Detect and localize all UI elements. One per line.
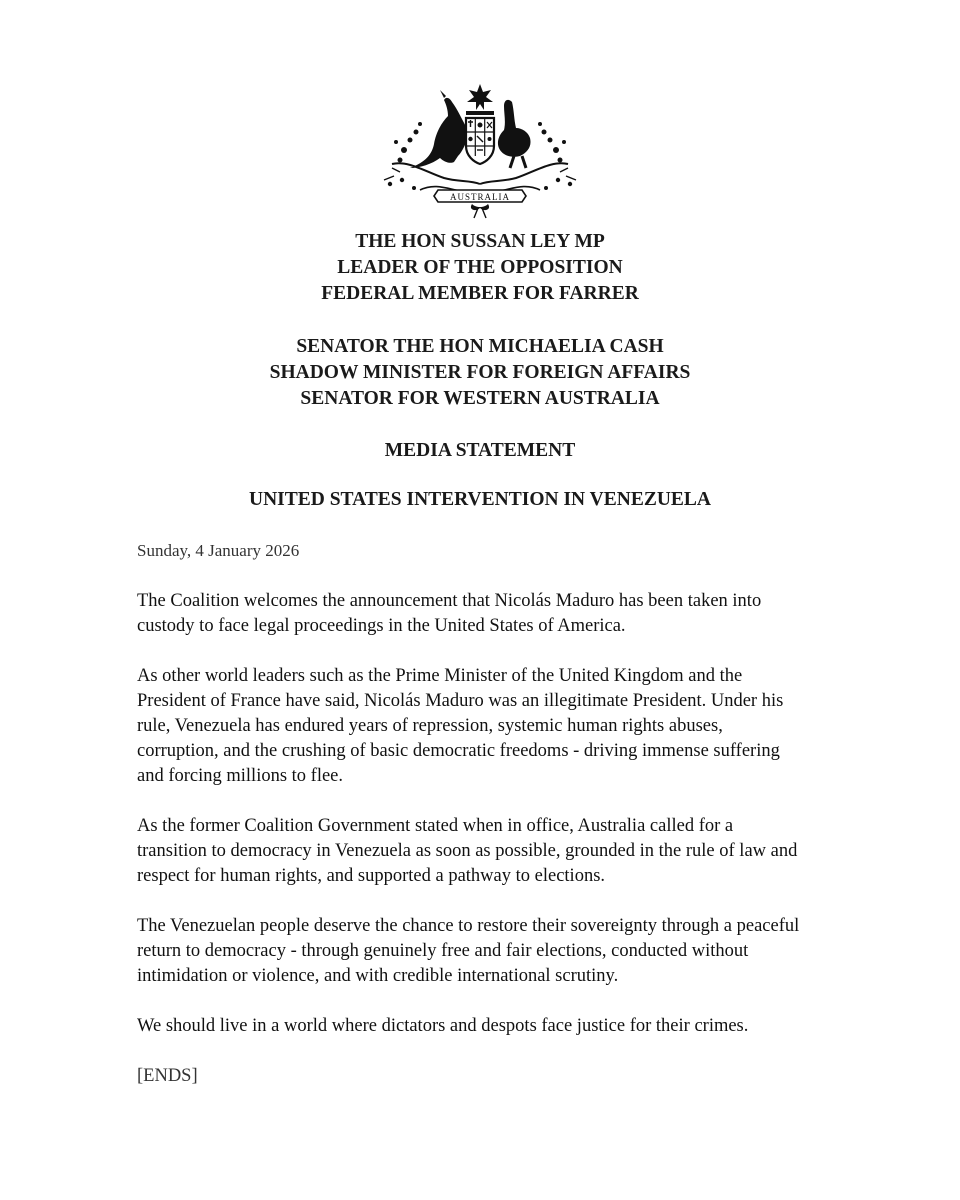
paragraph-line: intimidation or violence, and with credible international scrutiny.: [137, 966, 619, 986]
statement-title: UNITED STATES INTERVENTION IN VENEZUELA: [248, 489, 712, 510]
minister-two-role: SHADOW MINISTER FOR FOREIGN AFFAIRS: [269, 362, 691, 383]
document-type-heading: MEDIA STATEMENT: [384, 440, 576, 461]
paragraph-1: [137, 589, 837, 639]
paragraph-line: The Venezuelan people deserve the chance to restore their sovereignty through a peaceful: [137, 916, 800, 936]
paragraph-line: The Coalition welcomes the announcement that Nicolás Maduro has been taken into: [137, 591, 762, 611]
paragraph-line: President of France have said, Nicolás Maduro was an illegitimate President. Under his: [137, 691, 784, 711]
paragraph-line: respect for human rights, and supported a pathway to elections.: [137, 866, 606, 886]
minister-two-electorate: SENATOR FOR WESTERN AUSTRALIA: [300, 388, 660, 409]
minister-one-electorate: FEDERAL MEMBER FOR FARRER: [321, 283, 639, 304]
paragraph-3: [137, 814, 837, 889]
svg-text:AUSTRALIA: AUSTRALIA: [450, 192, 510, 202]
paragraph-5: [137, 1014, 837, 1039]
minister-one-block: [0, 229, 960, 307]
paragraph-line: As other world leaders such as the Prime Minister of the United Kingdom and the: [137, 666, 743, 686]
minister-one-name: THE HON SUSSAN LEY MP: [355, 231, 605, 252]
minister-two-name: SENATOR THE HON MICHAELIA CASH: [296, 336, 664, 357]
statement-date: Sunday, 4 January 2026: [137, 541, 300, 560]
paragraph-4: [137, 914, 837, 989]
minister-one-role: LEADER OF THE OPPOSITION: [337, 257, 623, 278]
ends-marker: [ENDS]: [137, 1066, 198, 1086]
minister-two-block: [0, 334, 960, 412]
paragraph-line: transition to democracy in Venezuela as soon as possible, grounded in the rule of law and: [137, 841, 798, 861]
paragraph-line: corruption, and the crushing of basic democratic freedoms - driving immense suffering: [137, 741, 780, 761]
coat-of-arms-crest: [380, 80, 580, 220]
paragraph-line: rule, Venezuela has endured years of repression, systemic human rights abuses,: [137, 716, 723, 736]
paragraph-line: and forcing millions to flee.: [137, 766, 344, 786]
paragraph-line: custody to face legal proceedings in the United States of America.: [137, 616, 626, 636]
paragraph-2: [137, 664, 837, 789]
paragraph-line: return to democracy - through genuinely free and fair elections, conducted without: [137, 941, 749, 961]
paragraph-line: As the former Coalition Government stated when in office, Australia called for a: [137, 816, 734, 836]
paragraph-line: We should live in a world where dictators and despots face justice for their crimes.: [137, 1016, 749, 1036]
coat-of-arms-icon: [380, 80, 580, 220]
